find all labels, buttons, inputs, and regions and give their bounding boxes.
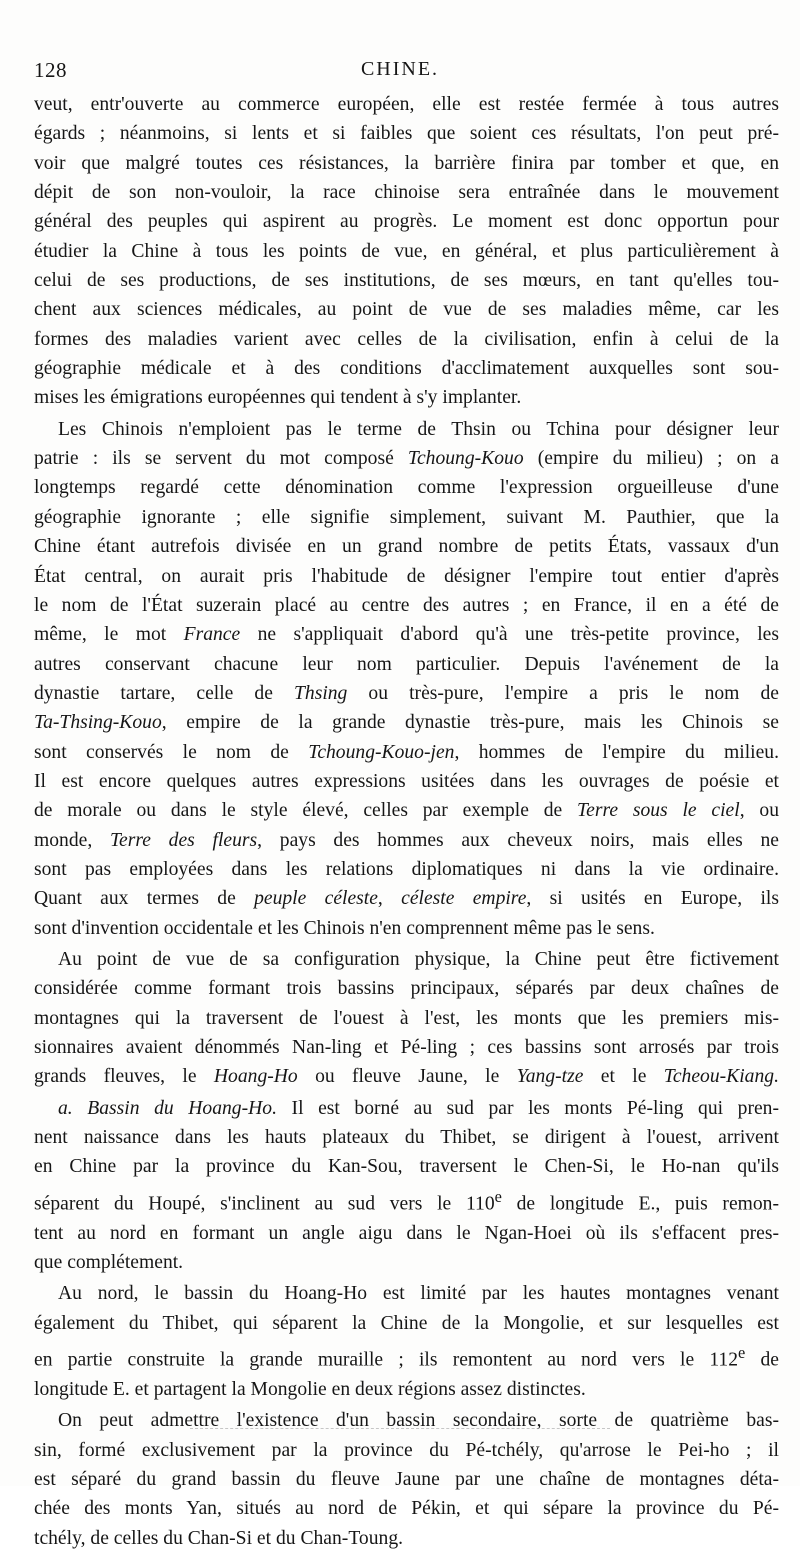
text-line: autres conservant chacune leur nom particulier. Depuis l'avénement de la — [34, 653, 779, 675]
text-line: Chine étant autrefois divisée en un grand nombre de petits États, vassaux d'un — [34, 536, 779, 558]
text-line: monde, Terre des fleurs, pays des hommes aux cheveux noirs, mais elles ne — [34, 829, 780, 851]
text-line: séparent du Houpé, s'inclinent au sud vers le 110e de longitude E., puis remon- — [34, 1186, 779, 1215]
running-title: CHINE. — [360, 58, 440, 80]
text-line: en Chine par la province du Kan-Sou, traversent le Chen-Si, le Ho-nan qu'ils — [34, 1156, 779, 1178]
text-line: mises les émigrations européennes qui tendent à s'y implanter. — [34, 387, 522, 409]
text-line: géographie ignorante ; elle signifie simplement, suivant M. Pauthier, que la — [34, 506, 779, 528]
running-head — [34, 58, 766, 84]
text-line: est séparé du grand bassin du fleuve Jaune par une chaîne de montagnes déta- — [34, 1468, 779, 1490]
text-line: montagnes qui la traversent de l'ouest à l'est, les monts que les premiers mis- — [34, 1007, 779, 1029]
text-line: étudier la Chine à tous les points de vue, en général, et plus particulièrement à — [34, 240, 779, 262]
text-line: veut, entr'ouverte au commerce européen, elle est restée fermée à tous autres — [34, 94, 779, 115]
text-line: grands fleuves, le Hoang-Ho ou fleuve Jaune, le Yang-tze et le Tcheou-Kiang. — [34, 1066, 779, 1088]
page-bottom-rule — [190, 1428, 610, 1431]
text-line: longitude E. et partagent la Mongolie en deux régions assez distinctes. — [34, 1378, 586, 1400]
text-line: sin, formé exclusivement par la province du Pé-tchély, qu'arrose le Pei-ho ; il — [34, 1439, 779, 1461]
paragraph-start: Au point de vue de sa configuration physique, la Chine peut être fictivement — [58, 948, 779, 970]
text-line: sont d'invention occidentale et les Chinois n'en comprennent même pas le sens. — [34, 917, 655, 939]
text-line: tchély, de celles du Chan-Si et du Chan-Toung. — [34, 1527, 404, 1549]
text-line: sionnaires avaient dénommés Nan-ling et Pé-ling ; ces bassins sont arrosés par trois — [34, 1037, 779, 1058]
text-line: considérée comme formant trois bassins principaux, séparés par deux chaînes de — [34, 978, 779, 1000]
text-line: même, le mot France ne s'appliquait d'abord qu'à une très-petite province, les — [34, 624, 780, 646]
text-line: que complétement. — [34, 1251, 184, 1273]
text-line: sont conservés le nom de Tchoung-Kouo-jen, hommes de l'empire du milieu. — [34, 741, 779, 763]
text-line: longtemps regardé cette dénomination comme l'expression orgueilleuse d'une — [34, 477, 779, 499]
text-line: général des peuples qui aspirent au progrès. Le moment est donc opportun pour — [34, 211, 779, 233]
paragraph-start: Au nord, le bassin du Hoang-Ho est limité par les hautes montagnes venant — [58, 1283, 779, 1305]
paragraph-start: Les Chinois n'emploient pas le terme de Thsin ou Tchina pour désigner leur — [58, 418, 779, 440]
text-line: Ta-Thsing-Kouo, empire de la grande dynastie très-pure, mais les Chinois se — [34, 712, 779, 734]
text-line: de morale ou dans le style élevé, celles par exemple de Terre sous le ciel, ou — [34, 800, 779, 822]
text-line: en partie construite la grande muraille ; ils remontent au nord vers le 112e de — [34, 1342, 779, 1371]
text-line: égards ; néanmoins, si lents et si faibles que soient ces résultats, l'on peut pré- — [34, 123, 779, 145]
text-line: chée des monts Yan, situés au nord de Pékin, et qui sépare la province du Pé- — [34, 1498, 779, 1520]
text-line: nent naissance dans les hauts plateaux du Thibet, se dirigent à l'ouest, arrivent — [34, 1127, 779, 1149]
text-line: géographie médicale et à des conditions d'acclimatement auxquelles sont sou- — [34, 358, 779, 380]
text-line: dynastie tartare, celle de Thsing ou très-pure, l'empire a pris le nom de — [34, 682, 779, 704]
page-number: 128 — [34, 58, 67, 82]
text-line: dépit de son non-vouloir, la race chinoise sera entraînée dans le mouvement — [34, 182, 779, 204]
text-line: le nom de l'État suzerain placé au centre des autres ; en France, il en a été de — [34, 594, 779, 616]
section-heading-line: a. Bassin du Hoang-Ho. Il est borné au sud par les monts Pé-ling qui pren- — [58, 1097, 780, 1119]
text-line: chent aux sciences médicales, au point de vue de ses maladies même, car les — [34, 299, 779, 321]
text-line: Quant aux termes de peuple céleste, céleste empire, si usités en Europe, ils — [34, 888, 779, 910]
text-line: celui de ses productions, de ses institutions, de ses mœurs, en tant qu'elles tou- — [34, 270, 779, 292]
body-text — [34, 90, 779, 1553]
text-line: tent au nord en formant un angle aigu dans le Ngan-Hoei où ils s'effacent pres- — [34, 1222, 779, 1244]
text-line: État central, on aurait pris l'habitude de désigner l'empire tout entier d'après — [34, 565, 779, 587]
text-line: formes des maladies varient avec celles de la civilisation, enfin à celui de la — [34, 328, 779, 350]
text-line: Il est encore quelques autres expressions usitées dans les ouvrages de poésie et — [34, 770, 779, 792]
text-line: patrie : ils se servent du mot composé Tchoung-Kouo (empire du milieu) ; on a — [34, 448, 779, 470]
text-line: sont pas employées dans les relations diplomatiques ni dans la vie ordinaire. — [34, 858, 779, 880]
text-line: également du Thibet, qui séparent la Chine de la Mongolie, et sur lesquelles est — [34, 1312, 779, 1334]
text-line: voir que malgré toutes ces résistances, la barrière finira par tomber et que, en — [34, 152, 779, 174]
section-heading: a. Bassin du Hoang-Ho. — [58, 1097, 277, 1119]
paragraph-start: On peut admettre l'existence d'un bassin secondaire, sorte de quatrième bas- — [58, 1410, 779, 1432]
